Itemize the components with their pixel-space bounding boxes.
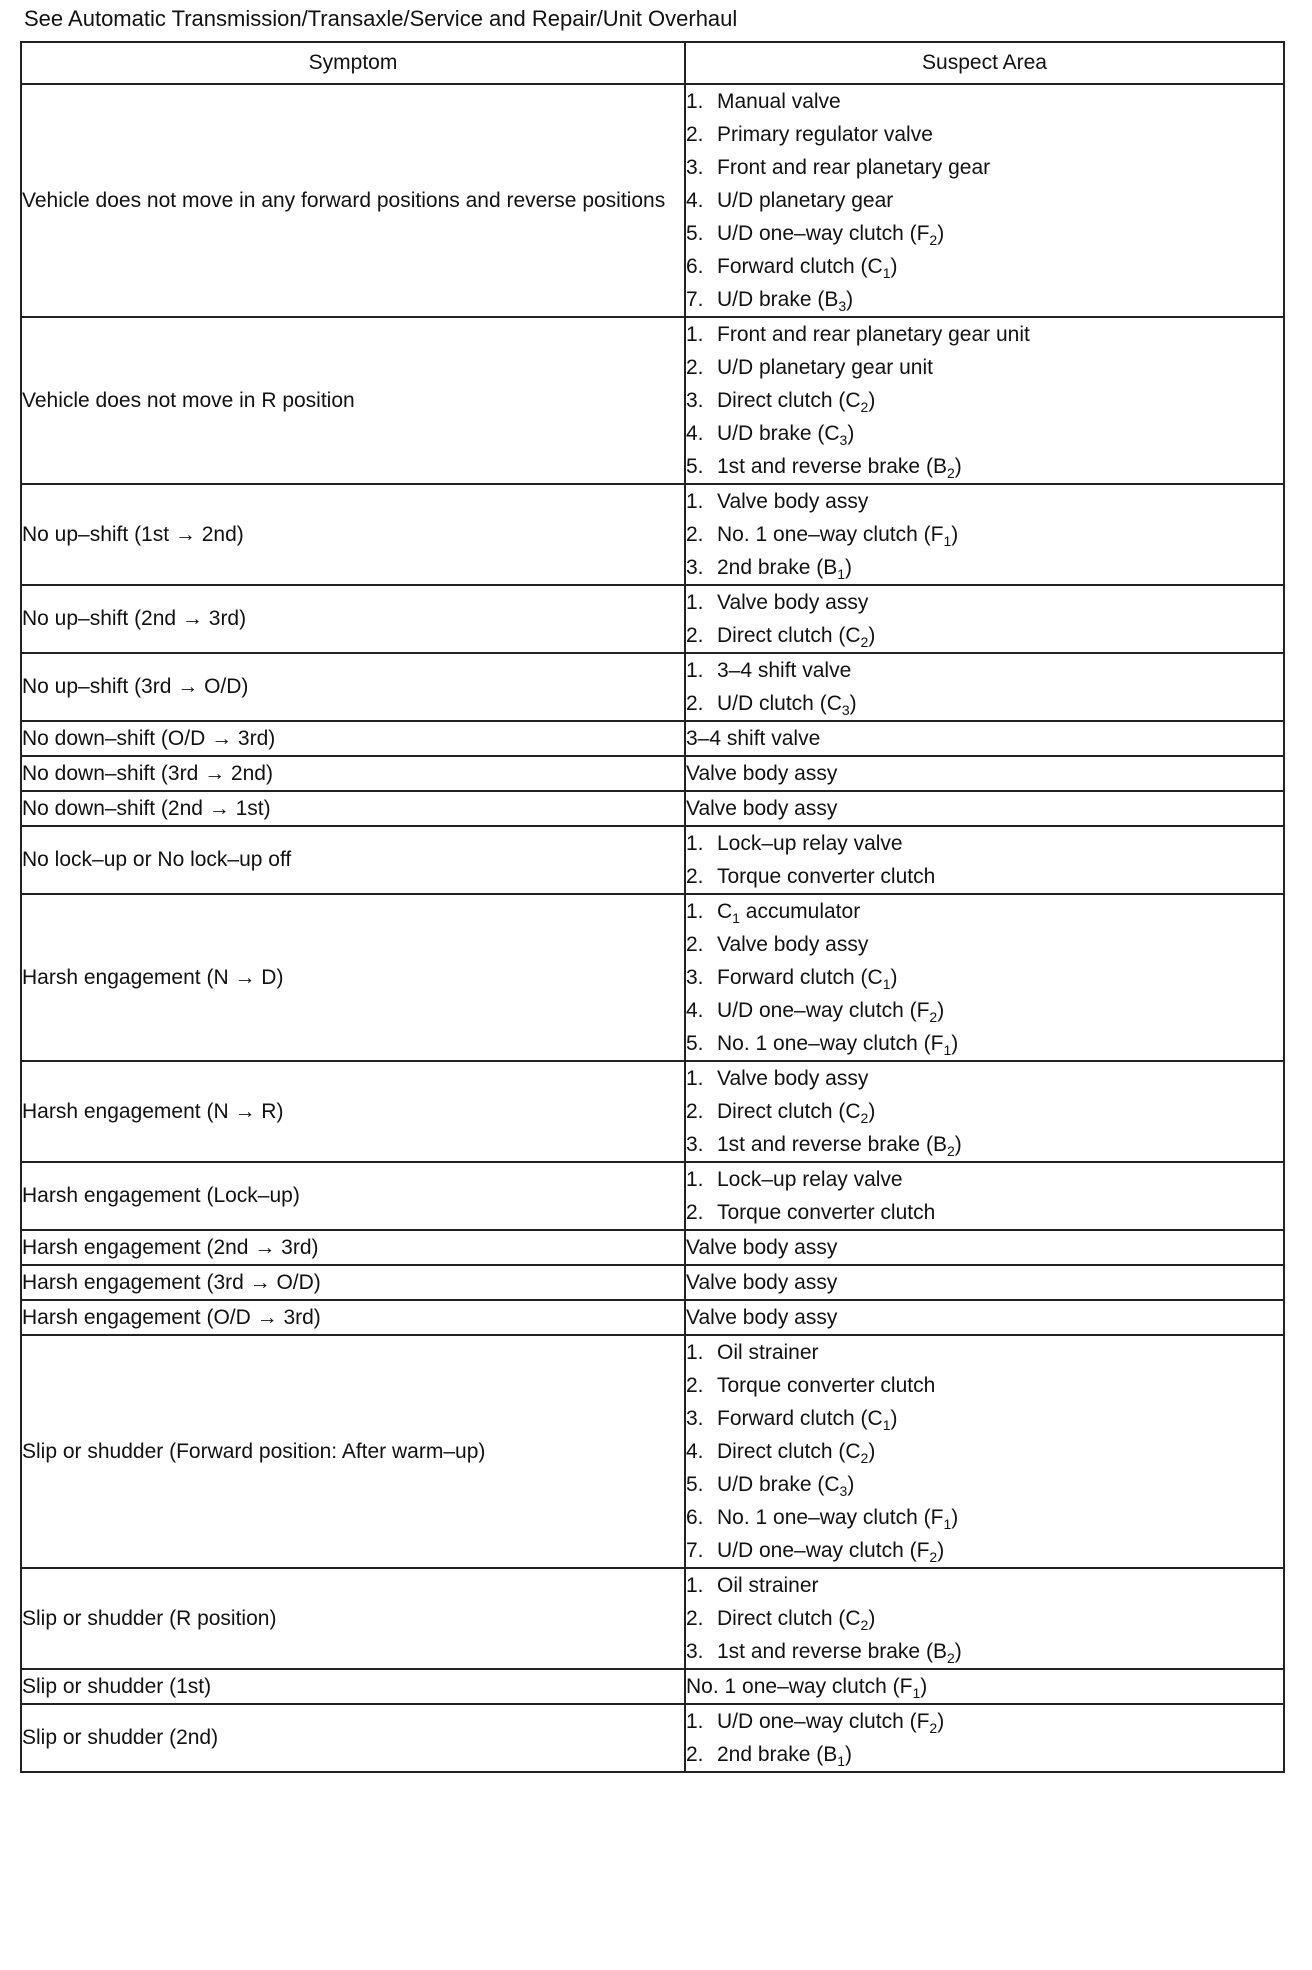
item-text: Valve body assy — [717, 490, 869, 513]
suspect-area-cell — [685, 1162, 1284, 1230]
table-row — [21, 84, 1284, 317]
item-number: 1. — [686, 591, 704, 614]
table-row — [21, 1300, 1284, 1335]
suspect-area-item — [686, 151, 1283, 184]
item-number: 2. — [686, 123, 704, 146]
item-number: 3. — [686, 966, 704, 989]
suspect-area-cell — [685, 1704, 1284, 1772]
symptom-cell: Harsh engagement (Lock–up) — [21, 1162, 685, 1230]
suspect-area-text: Valve body assy — [686, 1271, 838, 1294]
suspect-area-item — [686, 1027, 1283, 1060]
item-number: 6. — [686, 255, 704, 278]
item-text: Direct clutch $(C_2)$ — [717, 624, 876, 651]
item-number: 5. — [686, 455, 704, 478]
item-number: 2. — [686, 624, 704, 647]
item-number: 7. — [686, 1539, 704, 1562]
table-row — [21, 894, 1284, 1061]
suspect-area-cell — [685, 1568, 1284, 1669]
symptom-cell: No down–shift (3rd → 2nd) — [21, 756, 685, 791]
suspect-area-cell — [685, 317, 1284, 484]
suspect-area-item — [686, 961, 1283, 994]
suspect-area-cell — [685, 585, 1284, 653]
item-text: Front and rear planetary gear — [717, 156, 991, 179]
item-number: 1. — [686, 1574, 704, 1597]
item-text: 2nd brake $(B_1)$ — [717, 556, 853, 583]
symptom-cell: Vehicle does not move in R position — [21, 317, 685, 484]
suspect-area-item — [686, 1501, 1283, 1534]
item-text: U/D one–way clutch $(F_2)$ — [717, 1539, 945, 1566]
suspect-area-item — [686, 1062, 1283, 1095]
item-number: 2. — [686, 1100, 704, 1123]
item-text: Lock–up relay valve — [717, 1168, 903, 1191]
suspect-area-item — [686, 619, 1283, 652]
item-number: 2. — [686, 1201, 704, 1224]
suspect-area-item — [686, 586, 1283, 619]
suspect-area-item — [686, 1602, 1283, 1635]
item-text: Valve body assy — [717, 1067, 869, 1090]
symptom-cell: Harsh engagement (N → D) — [21, 894, 685, 1061]
suspect-area-item — [686, 687, 1283, 720]
suspect-area-list — [686, 827, 1283, 893]
item-number: 5. — [686, 1473, 704, 1496]
table-row — [21, 1162, 1284, 1230]
item-text: U/D one–way clutch $(F_2)$ — [717, 1710, 945, 1737]
suspect-area-item — [686, 518, 1283, 551]
suspect-area-item — [686, 118, 1283, 151]
item-number: 3. — [686, 1133, 704, 1156]
item-number: 2. — [686, 692, 704, 715]
symptom-cell: No down–shift (2nd → 1st) — [21, 791, 685, 826]
item-number: 1. — [686, 659, 704, 682]
item-text: Oil strainer — [717, 1341, 819, 1364]
item-text: Oil strainer — [717, 1574, 819, 1597]
suspect-area-cell — [685, 653, 1284, 721]
item-number: 7. — [686, 288, 704, 311]
suspect-area-cell — [685, 1230, 1284, 1265]
item-number: 4. — [686, 999, 704, 1022]
item-text: Front and rear planetary gear unit — [717, 323, 1030, 346]
item-number: 2. — [686, 523, 704, 546]
suspect-area-item — [686, 1569, 1283, 1602]
item-text: Valve body assy — [717, 933, 869, 956]
suspect-area-list — [686, 1336, 1283, 1567]
symptom-cell: Vehicle does not move in any forward positions and reverse positions — [21, 84, 685, 317]
suspect-area-text: Valve body assy — [686, 1236, 838, 1259]
item-number: 1. — [686, 832, 704, 855]
suspect-area-item — [686, 217, 1283, 250]
item-number: 5. — [686, 1032, 704, 1055]
symptom-cell: No up–shift (2nd → 3rd) — [21, 585, 685, 653]
item-text: Torque converter clutch — [717, 1374, 936, 1397]
table-row — [21, 791, 1284, 826]
item-text: No. 1 one–way clutch $(F_1)$ — [717, 1506, 959, 1533]
suspect-area-list — [686, 1062, 1283, 1161]
suspect-area-item — [686, 250, 1283, 283]
suspect-area-cell — [685, 826, 1284, 894]
suspect-area-list — [686, 485, 1283, 584]
suspect-area-item — [686, 450, 1283, 483]
symptom-cell: Harsh engagement (2nd → 3rd) — [21, 1230, 685, 1265]
suspect-area-item — [686, 318, 1283, 351]
item-text: U/D clutch $(C_3)$ — [717, 692, 857, 719]
suspect-area-list — [686, 895, 1283, 1060]
table-row — [21, 1061, 1284, 1162]
suspect-area-list — [686, 586, 1283, 652]
item-text: 3–4 shift valve — [717, 659, 852, 682]
item-text: Forward clutch $(C_1)$ — [717, 966, 898, 993]
suspect-area-text: Valve body assy — [686, 797, 838, 820]
table-row — [21, 1704, 1284, 1772]
suspect-area-list — [686, 1705, 1283, 1771]
item-text: No. 1 one–way clutch $(F_1)$ — [717, 523, 959, 550]
symptom-cell: Harsh engagement (N → R) — [21, 1061, 685, 1162]
suspect-area-cell — [685, 1669, 1284, 1704]
item-number: 1. — [686, 90, 704, 113]
item-text: U/D one–way clutch $(F_2)$ — [717, 222, 945, 249]
suspect-area-item — [686, 351, 1283, 384]
suspect-area-cell — [685, 791, 1284, 826]
symptom-cell: Harsh engagement (O/D → 3rd) — [21, 1300, 685, 1335]
item-text: Forward clutch $(C_1)$ — [717, 1407, 898, 1434]
suspect-area-item — [686, 1705, 1283, 1738]
suspect-area-cell — [685, 1335, 1284, 1568]
suspect-area-item — [686, 1095, 1283, 1128]
item-text: U/D brake $(C_3)$ — [717, 1473, 855, 1500]
item-text: Direct clutch $(C_2)$ — [717, 1100, 876, 1127]
item-text: 1st and reverse brake $(B_2)$ — [717, 1133, 962, 1160]
item-text: No. 1 one–way clutch $(F_1)$ — [717, 1032, 959, 1059]
item-text: U/D one–way clutch $(F_2)$ — [717, 999, 945, 1026]
suspect-area-cell — [685, 1300, 1284, 1335]
item-number: 3. — [686, 1407, 704, 1430]
suspect-area-item — [686, 928, 1283, 961]
item-number: 1. — [686, 323, 704, 346]
item-number: 1. — [686, 1067, 704, 1090]
suspect-area-cell — [685, 756, 1284, 791]
item-text: 2nd brake $(B_1)$ — [717, 1743, 853, 1770]
symptom-cell: No down–shift (O/D → 3rd) — [21, 721, 685, 756]
item-number: 6. — [686, 1506, 704, 1529]
suspect-area-cell — [685, 484, 1284, 585]
item-text: Forward clutch $(C_1)$ — [717, 255, 898, 282]
item-text: 1st and reverse brake $(B_2)$ — [717, 455, 962, 482]
table-row — [21, 1568, 1284, 1669]
item-number: 4. — [686, 1440, 704, 1463]
symptom-cell: No lock–up or No lock–up off — [21, 826, 685, 894]
item-number: 2. — [686, 1607, 704, 1630]
suspect-area-list — [686, 1163, 1283, 1229]
suspect-area-cell — [685, 1265, 1284, 1300]
suspect-area-list — [686, 318, 1283, 483]
item-number: 2. — [686, 933, 704, 956]
suspect-area-item — [686, 1163, 1283, 1196]
header-row — [21, 42, 1284, 84]
suspect-area-item — [686, 85, 1283, 118]
item-text: Torque converter clutch — [717, 865, 936, 888]
table-row — [21, 1230, 1284, 1265]
column-header-symptom: Symptom — [21, 42, 685, 84]
table-row — [21, 826, 1284, 894]
suspect-area-text: 3–4 shift valve — [686, 727, 821, 750]
suspect-area-item — [686, 417, 1283, 450]
suspect-area-item — [686, 283, 1283, 316]
symptom-cell: Slip or shudder (Forward position: After warm–up) — [21, 1335, 685, 1568]
table-header — [21, 42, 1284, 84]
suspect-area-item — [686, 1402, 1283, 1435]
suspect-area-cell — [685, 1061, 1284, 1162]
symptom-cell: Harsh engagement (3rd → O/D) — [21, 1265, 685, 1300]
suspect-area-item — [686, 485, 1283, 518]
item-text: Valve body assy — [717, 591, 869, 614]
symptom-cell: Slip or shudder (R position) — [21, 1568, 685, 1669]
item-text: U/D brake $(C_3)$ — [717, 422, 855, 449]
item-text: U/D planetary gear — [717, 189, 894, 212]
item-number: 4. — [686, 422, 704, 445]
suspect-area-cell — [685, 84, 1284, 317]
suspect-area-item — [686, 1369, 1283, 1402]
item-number: 1. — [686, 490, 704, 513]
item-number: 2. — [686, 865, 704, 888]
suspect-area-item — [686, 1738, 1283, 1771]
column-header-suspect-area: Suspect Area — [685, 42, 1284, 84]
suspect-area-item — [686, 860, 1283, 893]
table-row — [21, 756, 1284, 791]
item-text: U/D brake $(B_3)$ — [717, 288, 854, 315]
suspect-area-list — [686, 1569, 1283, 1668]
suspect-area-item — [686, 1635, 1283, 1668]
suspect-area-item — [686, 184, 1283, 217]
item-text: Lock–up relay valve — [717, 832, 903, 855]
item-number: 1. — [686, 1710, 704, 1733]
item-number: 3. — [686, 1640, 704, 1663]
suspect-area-item — [686, 994, 1283, 1027]
table-row — [21, 721, 1284, 756]
suspect-area-text: Valve body assy — [686, 762, 838, 785]
suspect-area-item — [686, 1534, 1283, 1567]
symptom-cell: No up–shift (1st → 2nd) — [21, 484, 685, 585]
item-number: 1. — [686, 1341, 704, 1364]
symptom-cell: Slip or shudder (1st) — [21, 1669, 685, 1704]
item-text: Direct clutch $(C_2)$ — [717, 1607, 876, 1634]
item-number: 2. — [686, 1374, 704, 1397]
item-text: Direct clutch $(C_2)$ — [717, 1440, 876, 1467]
suspect-area-item — [686, 384, 1283, 417]
table-row — [21, 585, 1284, 653]
suspect-area-item — [686, 1435, 1283, 1468]
item-number: 2. — [686, 1743, 704, 1766]
table-body — [21, 84, 1284, 1772]
item-number: 1. — [686, 1168, 704, 1191]
table-row — [21, 484, 1284, 585]
suspect-area-item — [686, 654, 1283, 687]
item-number: 1. — [686, 900, 704, 923]
item-number: 3. — [686, 156, 704, 179]
item-number: 2. — [686, 356, 704, 379]
item-number: 5. — [686, 222, 704, 245]
table-row — [21, 1265, 1284, 1300]
item-text: Direct clutch $(C_2)$ — [717, 389, 876, 416]
symptom-cell: No up–shift (3rd → O/D) — [21, 653, 685, 721]
symptom-cell: Slip or shudder (2nd) — [21, 1704, 685, 1772]
suspect-area-text: No. 1 one–way clutch $(F_1)$ — [686, 1675, 928, 1702]
suspect-area-item — [686, 551, 1283, 584]
suspect-area-item — [686, 1196, 1283, 1229]
suspect-area-item — [686, 1468, 1283, 1501]
table-row — [21, 653, 1284, 721]
suspect-area-list — [686, 654, 1283, 720]
item-text: 1st and reverse brake $(B_2)$ — [717, 1640, 962, 1667]
item-number: 3. — [686, 556, 704, 579]
table-row — [21, 317, 1284, 484]
item-number: 3. — [686, 389, 704, 412]
page-heading: See Automatic Transmission/Transaxle/Service and Repair/Unit Overhaul — [24, 6, 738, 31]
item-text: U/D planetary gear unit — [717, 356, 933, 379]
item-text: Primary regulator valve — [717, 123, 933, 146]
suspect-area-item — [686, 1336, 1283, 1369]
suspect-area-item — [686, 895, 1283, 928]
suspect-area-item — [686, 1128, 1283, 1161]
item-text: Manual valve — [717, 90, 841, 113]
symptom-table — [20, 41, 1285, 1773]
item-text: Torque converter clutch — [717, 1201, 936, 1224]
suspect-area-list — [686, 85, 1283, 316]
item-text: $C_1$ accumulator — [717, 900, 861, 927]
table-row — [21, 1669, 1284, 1704]
suspect-area-item — [686, 827, 1283, 860]
suspect-area-text: Valve body assy — [686, 1306, 838, 1329]
item-number: 4. — [686, 189, 704, 212]
suspect-area-cell — [685, 721, 1284, 756]
suspect-area-cell — [685, 894, 1284, 1061]
table-row — [21, 1335, 1284, 1568]
